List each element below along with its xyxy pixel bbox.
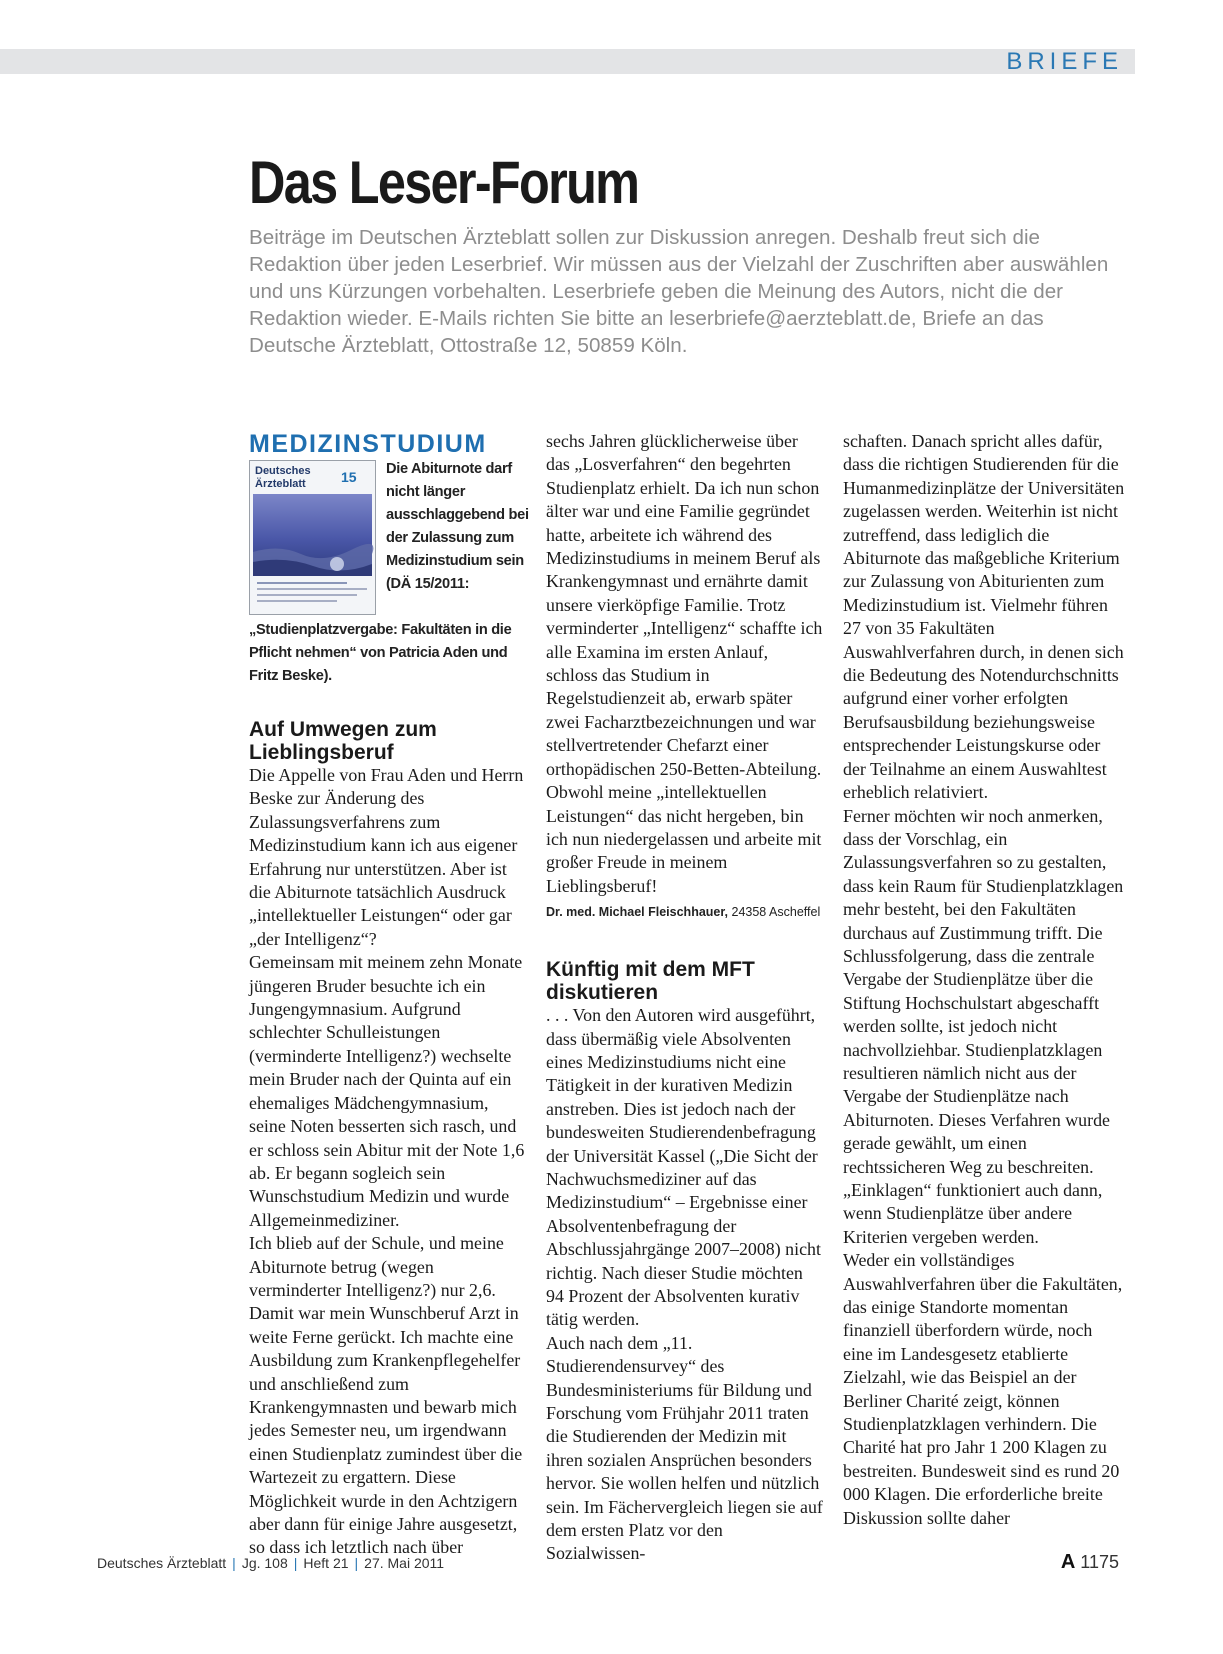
column-3 (843, 430, 1125, 1530)
letter-1-heading: Auf Umwegen zum Lieblingsberuf (249, 718, 437, 764)
page-title: Das Leser-Forum (249, 149, 639, 216)
page-number-value: 1175 (1080, 1552, 1119, 1572)
letter-2-heading: Künftig mit dem MFT diskutieren (546, 958, 755, 1005)
letter-1-paragraph: Ich blieb auf der Schule, und meine Abiturnote betrug (wegen verminderter Intelligenz?) nur 2,6. Damit war mein Wunschberuf Arzt in weite Ferne gerückt. Ich machte eine Ausbildung zum Krankenpflegehelfer und anschließend zum Krankengymnasten und bewarb mich jedes Semester neu, um irgendwann einen Studienplatz zumindest über die Wartezeit zu ergattern. Diese Möglichkeit wurde in den Achtzigern aber dann für einige Jahre ausgesetzt, so dass ich letztlich nach über (249, 1233, 523, 1558)
letter-2-paragraph: schaften. Danach spricht alles dafür, dass die richtigen Studierenden für die Humanmedizinplätze der Universitäten zugelassen werden. Weiterhin ist nicht zutreffend, dass lediglich die Abiturnote das maßgebliche Kriterium zur Zulassung von Abiturienten zum Medizinstudium ist. Vielmehr führen 27 von 35 Fakultäten Auswahlverfahren durch, in denen sich die Bedeutung des Notendurchschnitts aufgrund einer vorher erfolgten Berufsausbildung beziehungsweise entsprechender Leistungskurse oder der Teilnahme an einem Auswahltest erheblich relativiert. (843, 431, 1125, 803)
footer-issue: Heft 21 (303, 1555, 349, 1571)
letter-2-paragraph: Weder ein vollständiges Auswahlverfahren über die Fakultäten, das einige Standorte momentan finanziell überfordern würde, noch eine im Landesgesetz etablierte Zielzahl, wie das Beispiel an der Berliner Charité zeigt, können Studienplatzklagen verhindern. Die Charité hat pro Jahr 1 200 Klagen zu bestreiten. Bundesweit sind es rund 20 000 Klagen. Die erforderliche breite Diskussion sollte daher (843, 1250, 1123, 1528)
teaser-text: Die Abiturnote darf nicht länger ausschlaggebend bei der Zulassung zum Medizinstudium sein (DÄ 15/2011: „Studienplatzvergabe: Fakultäten in die Pflicht nehmen“ von Patricia Aden und Fritz Beske). (249, 461, 529, 684)
letter-2-paragraph: Auch nach dem „11. Studierendensurvey“ des Bundesministeriums für Bildung und Forschung vom Frühjahr 2011 traten die Studierenden der Medizin mit ihren sozialen Ansprüchen besonders hervor. Sie wollen helfen und nützlich sein. Im Fächervergleich liegen sie auf dem ersten Platz vor den Sozialwissen- (546, 1332, 823, 1564)
letter-2-paragraph: Ferner möchten wir noch anmerken, dass der Vorschlag, ein Zulassungsverfahren so zu gestalten, dass kein Raum für Studienplatzklagen mehr besteht, bei den Fakultäten durchaus auf Zustimmung trifft. Die Schlussfolgerung, dass die zentrale Vergabe der Studienplätze über die Stiftung Hochschulstart abgeschafft werden sollte, ist jedoch nicht nachvollziehbar. Studienplatzklagen resultieren nämlich nicht aus der Vergabe der Studienplätze nach Abiturnoten. Dieses Verfahren wurde gerade gewählt, um einen rechtssicheren Weg zu beschreiten. „Einklagen“ funktioniert auch dann, wenn Studienplätze über andere Kriterien vergeben werden. (843, 805, 1124, 1247)
footer-separator: | (293, 1555, 298, 1571)
magazine-cover-thumbnail (249, 460, 376, 615)
letter-1-paragraph: Die Appelle von Frau Aden und Herrn Beske zur Änderung des Zulassungsverfahrens zum Medizinstudium kann ich aus eigener Erfahrung nur unterstützen. Aber ist die Abiturnote tatsächlich Ausdruck „intellektueller Leistungen“ oder gar „der Intelligenz“? (249, 765, 524, 949)
footer-separator: | (232, 1555, 236, 1571)
topic-heading: MEDIZINSTUDIUM (249, 430, 487, 458)
letter-2-paragraph: . . . Von den Autoren wird ausgeführt, dass übermäßig viele Absolventen eines Medizinstudiums nicht eine Tätigkeit in der kurativen Medizin anstreben. Dies ist jedoch nach der bundesweiten Studierendenbefragung der Universität Kassel („Die Sicht der Nachwuchsmediziner auf das Medizinstudium“ – Ergebnisse einer Absolventenbefragung der Abschlussjahrgänge 2007–2008) nicht richtig. Nach dieser Studie möchten 94 Prozent der Absolventen kurativ tätig werden. (546, 1005, 821, 1330)
page-prefix: A (1060, 1551, 1076, 1573)
letter-1-paragraph: sechs Jahren glücklicherweise über das „Losverfahren“ den begehrten Studienplatz erhielt. Da ich nun schon älter war und eine Familie gegründet hatte, arbeitete ich während des Medizinstudiums in meinem Beruf als Krankengymnast und ernährte damit unsere vierköpfige Familie. Trotz verminderter „Intelligenz“ schaffte ich alle Examina im ersten Anlauf, schloss das Studium in Regelstudienzeit ab, erwarb später zwei Facharztbezeichnungen und war stellvertretender Chefarzt einer orthopädischen 250-Betten-Abteilung. Obwohl meine „intellektuellen Leistungen“ das nicht hergeben, bin ich nun niedergelassen und arbeite mit großer Freude in meinem Lieblingsberuf! (546, 431, 823, 896)
footer-journal: Deutsches Ärzteblatt (97, 1555, 227, 1571)
page-number (1061, 1551, 1119, 1574)
footer-date: 27. Mai 2011 (364, 1555, 445, 1571)
column-1 (249, 430, 529, 1560)
column-2 (546, 430, 824, 1566)
intro-text: Beiträge im Deutschen Ärzteblatt sollen zur Diskussion anregen. Deshalb freut sich die Redaktion über jeden Leserbrief. Wir müssen aus der Vielzahl der Zuschriften aber auswählen und uns Kürzungen vorbehalten. Leserbriefe geben die Meinung des Autors, nicht die der Redaktion wieder. E-Mails richten Sie bitte an leserbriefe@aerzteblatt.de, Briefe an das Deutsche Ärzteblatt, Ottostraße 12, 50859 Köln. (249, 226, 1109, 357)
footer-separator: | (354, 1555, 359, 1571)
cover-title-line2: Ärzteblatt (255, 478, 306, 490)
footer-citation (97, 1555, 444, 1571)
header-bar (0, 49, 1135, 74)
author-name: Dr. med. Michael Fleischhauer, (546, 905, 729, 920)
section-label: BRIEFE (1006, 48, 1123, 75)
cover-issue-number: 15 (341, 469, 357, 485)
letter-1-paragraph: Gemeinsam mit meinem zehn Monate jüngeren Bruder besuchte ich ein Jungengymnasium. Aufgrund schlechter Schulleistungen (verminderte Intelligenz?) wechselte mein Bruder nach der Quinta auf ein ehemaliges Mädchengymnasium, seine Noten besserten sich rasch, und er schloss sein Abitur mit der Note 1,6 ab. Er begann sogleich sein Wunschstudium Medizin und wurde Allgemeinmediziner. (249, 952, 525, 1230)
letter-1-author (546, 902, 824, 922)
cover-title-line1: Deutsches (255, 465, 311, 477)
author-place: 24358 Ascheffel (731, 905, 821, 920)
footer-volume: Jg. 108 (241, 1555, 288, 1571)
